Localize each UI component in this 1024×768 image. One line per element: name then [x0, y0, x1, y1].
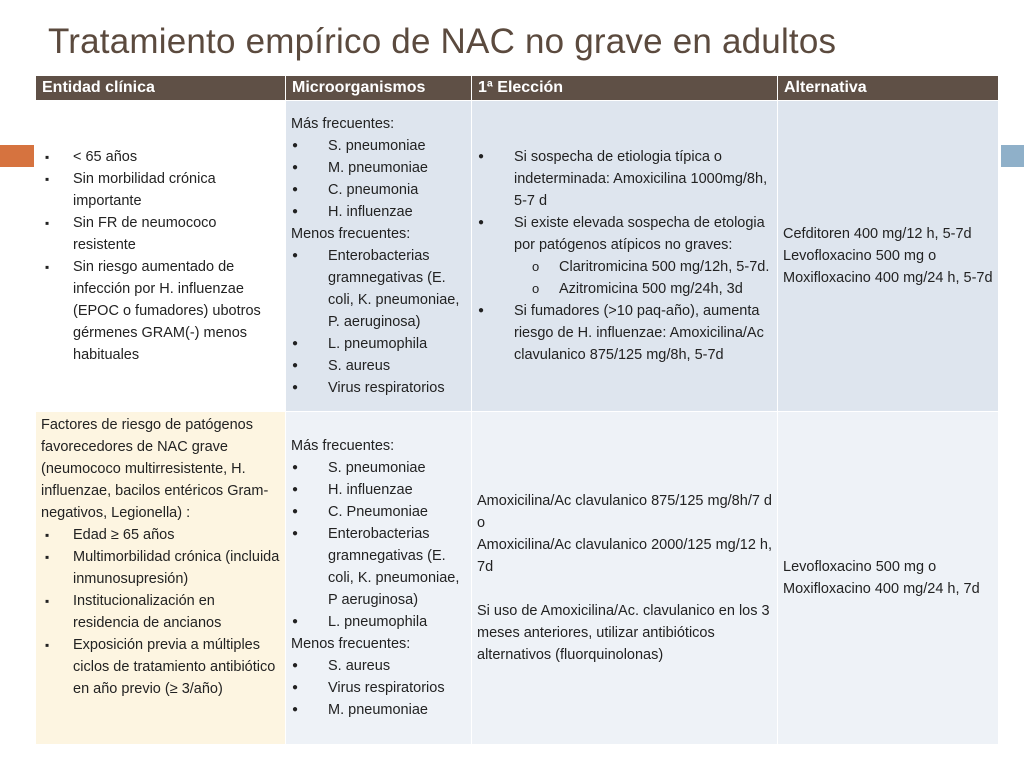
entity-cell: [36, 412, 286, 745]
prior-use-note: Si uso de Amoxicilina/Ac. clavulanico en los 3 meses anteriores, utilizar antibióticos alternativos (fluorquinolonas): [477, 603, 770, 663]
less-frequent-label: Menos frecuentes:: [291, 636, 411, 652]
less-frequent-list: [291, 245, 466, 399]
list-item: ▪ Sin FR de neumococo resistente: [41, 212, 280, 256]
list-item: ▪ Exposición previa a múltiples ciclos de tratamiento antibiótico en año previo (≥ 3/año): [41, 634, 280, 700]
list-item: ● S. aureus: [291, 655, 466, 677]
atypical-text: Si existe elevada sospecha de etologia por patógenos atípicos no graves:: [514, 215, 765, 253]
table-row: [36, 101, 999, 412]
list-item: ● S. pneumoniae: [291, 457, 466, 479]
alternative-cell: Cefditoren 400 mg/12 h, 5-7d Levofloxacino 500 mg o Moxifloxacino 400 mg/24 h, 5-7d: [778, 101, 999, 412]
list-item: ● L. pneumophila: [291, 333, 466, 355]
list-item: ● C. pneumonia: [291, 179, 466, 201]
accent-bar-left: [0, 145, 34, 167]
list-item: ● H. influenzae: [291, 201, 466, 223]
list-item: ● S. pneumoniae: [291, 135, 466, 157]
list-item: ▪ Multimorbilidad crónica (incluida inmunosupresión): [41, 546, 280, 590]
spacer: [477, 578, 772, 600]
table-header-row: [36, 76, 999, 101]
list-item: ● H. influenzae: [291, 479, 466, 501]
microorganisms-cell: [286, 101, 472, 412]
first-choice-cell: [472, 101, 778, 412]
list-item: ● Virus respiratorios: [291, 677, 466, 699]
list-item: [477, 212, 772, 256]
list-item: ● C. Pneumoniae: [291, 501, 466, 523]
header-entity: Entidad clínica: [36, 76, 286, 101]
alternative-cell: Levofloxacino 500 mg o Moxifloxacino 400 mg/24 h, 7d: [778, 412, 999, 745]
entity-cell: [36, 101, 286, 412]
entity-list: [41, 146, 280, 366]
list-item: ▪ < 65 años: [41, 146, 280, 168]
table-row: [36, 412, 999, 745]
header-alternative: Alternativa: [778, 76, 999, 101]
frequent-label: Más frecuentes:: [291, 116, 395, 132]
list-item: ▪ Sin morbilidad crónica importante: [41, 168, 280, 212]
frequent-list: [291, 135, 466, 223]
less-frequent-label: Menos frecuentes:: [291, 226, 411, 242]
less-frequent-list: [291, 655, 466, 721]
frequent-list: [291, 457, 466, 633]
list-item: ▪ Sin riesgo aumentado de infección por H. influenzae (EPOC o fumadores) ubotros gérmenes GRAM(-) menos habituales: [41, 256, 280, 366]
list-item: ● L. pneumophila: [291, 611, 466, 633]
risk-factors-list: [41, 524, 280, 700]
list-item: ● Virus respiratorios: [291, 377, 466, 399]
list-item: o Azitromicina 500 mg/24h, 3d: [477, 278, 772, 300]
list-item: ● Enterobacterias gramnegativas (E. coli, K. pneumoniae, P. aeruginosa): [291, 245, 466, 333]
list-item: ● S. aureus: [291, 355, 466, 377]
macrolide-sublist: [477, 256, 772, 300]
header-microorganisms: Microorganismos: [286, 76, 472, 101]
list-item: o Claritromicina 500 mg/12h, 5-7d.: [477, 256, 772, 278]
list-item: ▪ Edad ≥ 65 años: [41, 524, 280, 546]
first-choice-list: [477, 146, 772, 256]
list-item: ● M. pneumoniae: [291, 157, 466, 179]
list-item: ▪ Institucionalización en residencia de ancianos: [41, 590, 280, 634]
smokers-list: [477, 300, 772, 366]
frequent-label: Más frecuentes:: [291, 438, 395, 454]
treatment-table: [35, 75, 999, 745]
risk-factors-intro: Factores de riesgo de patógenos favorecedores de NAC grave (neumococo multirresistente, H. influenzae, bacilos entéricos Gram-negativos, Legionella) :: [41, 417, 269, 521]
amox-clav-regimens: Amoxicilina/Ac clavulanico 875/125 mg/8h/7 d o Amoxicilina/Ac clavulanico 2000/125 mg/12 h, 7d: [477, 493, 772, 575]
list-item: ● Si sospecha de etiologia típica o indeterminada: Amoxicilina 1000mg/8h, 5-7 d: [477, 146, 772, 212]
list-item: ● Si fumadores (>10 paq-año), aumenta riesgo de H. influenzae: Amoxicilina/Ac clavulanico 875/125 mg/8h, 5-7d: [477, 300, 772, 366]
first-choice-cell: [472, 412, 778, 745]
list-item: ● M. pneumoniae: [291, 699, 466, 721]
list-item: ● Enterobacterias gramnegativas (E. coli, K. pneumoniae, P aeruginosa): [291, 523, 466, 611]
header-first-choice: 1ª Elección: [472, 76, 778, 101]
slide-title: Tratamiento empírico de NAC no grave en adultos: [48, 22, 837, 61]
microorganisms-cell: [286, 412, 472, 745]
accent-bar-right: [1001, 145, 1024, 167]
